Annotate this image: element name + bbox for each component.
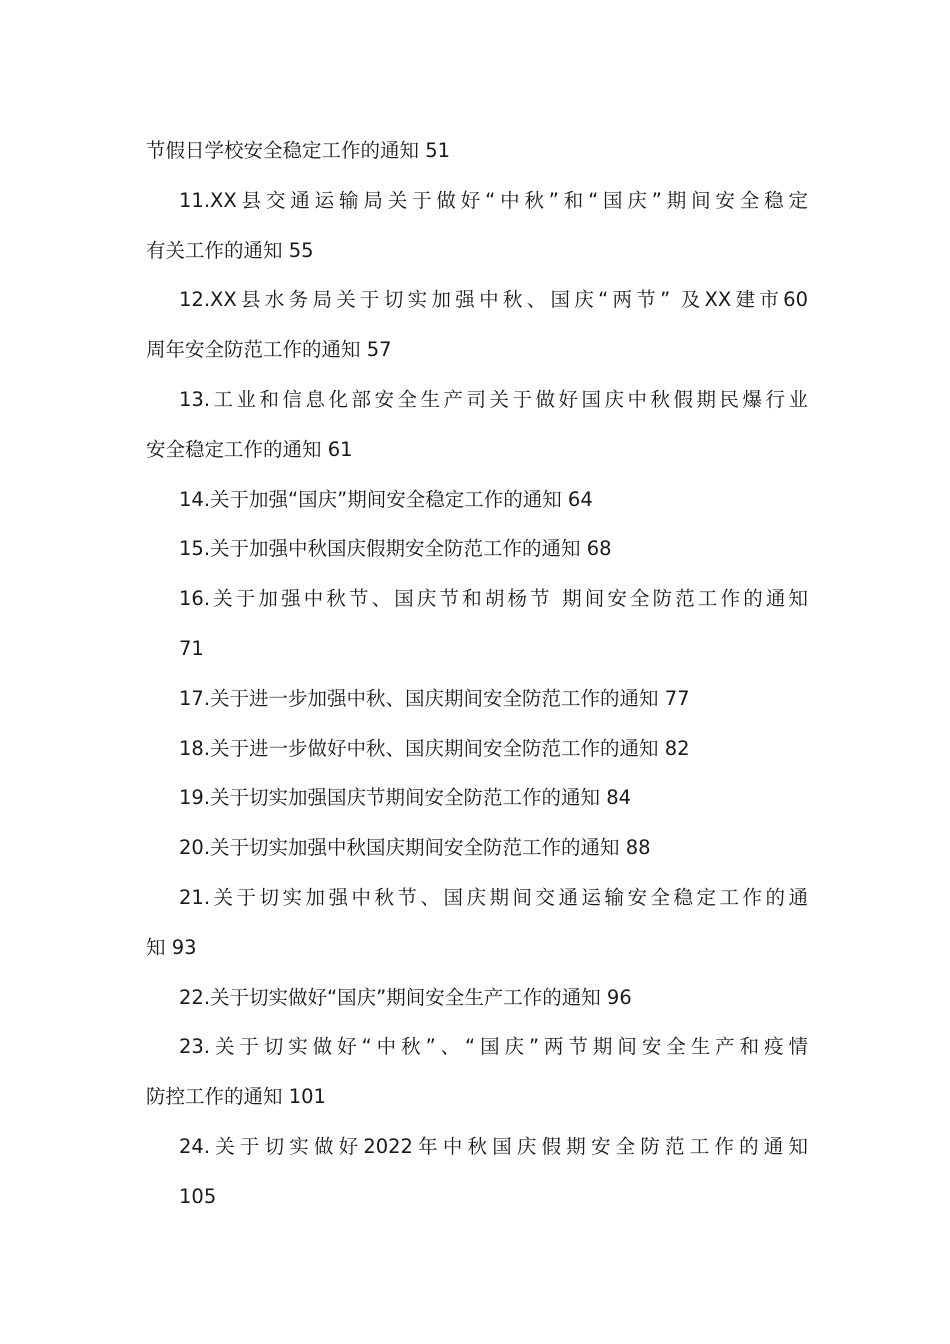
toc-line: 22.关于切实做好“国庆”期间安全生产工作的通知 96 [179, 985, 632, 1009]
toc-line: 24.关于切实做好2022年中秋国庆假期安全防范工作的通知 [179, 1134, 808, 1158]
toc-line: 20.关于切实加强中秋国庆期间安全防范工作的通知 88 [179, 836, 651, 860]
table-of-contents [146, 126, 808, 1222]
toc-line: 节假日学校安全稳定工作的通知 51 [146, 139, 451, 162]
toc-line: 周年安全防范工作的通知 57 [146, 338, 392, 362]
toc-line: 13.工业和信息化部安全生产司关于做好国庆中秋假期民爆行业 [179, 387, 808, 411]
toc-line: 21.关于切实加强中秋节、国庆期间交通运输安全稳定工作的通 [179, 885, 808, 909]
toc-line: 11.XX县交通运输局关于做好“中秋”和“国庆”期间安全稳定 [179, 188, 808, 212]
toc-line: 105 [179, 1184, 217, 1208]
toc-line: 知 93 [146, 935, 197, 959]
toc-line: 71 [179, 636, 204, 660]
toc-line: 19.关于切实加强国庆节期间安全防范工作的通知 84 [179, 786, 632, 810]
toc-line: 17.关于进一步加强中秋、国庆期间安全防范工作的通知 77 [179, 686, 690, 710]
toc-line: 16.关于加强中秋节、国庆节和胡杨节 期间安全防范工作的通知 [179, 587, 808, 611]
toc-line: 15.关于加强中秋国庆假期安全防范工作的通知 68 [179, 537, 612, 561]
toc-line: 有关工作的通知 55 [146, 238, 314, 262]
toc-line: 安全稳定工作的通知 61 [146, 437, 353, 461]
toc-line: 18.关于进一步做好中秋、国庆期间安全防范工作的通知 82 [179, 736, 690, 760]
toc-line: 14.关于加强“国庆”期间安全稳定工作的通知 64 [179, 487, 593, 511]
toc-line: 23.关于切实做好“中秋”、“国庆”两节期间安全生产和疫情 [179, 1035, 808, 1059]
toc-line: 防控工作的通知 101 [146, 1085, 326, 1109]
toc-line: 12.XX县水务局关于切实加强中秋、国庆“两节” 及XX建市60 [179, 288, 808, 312]
